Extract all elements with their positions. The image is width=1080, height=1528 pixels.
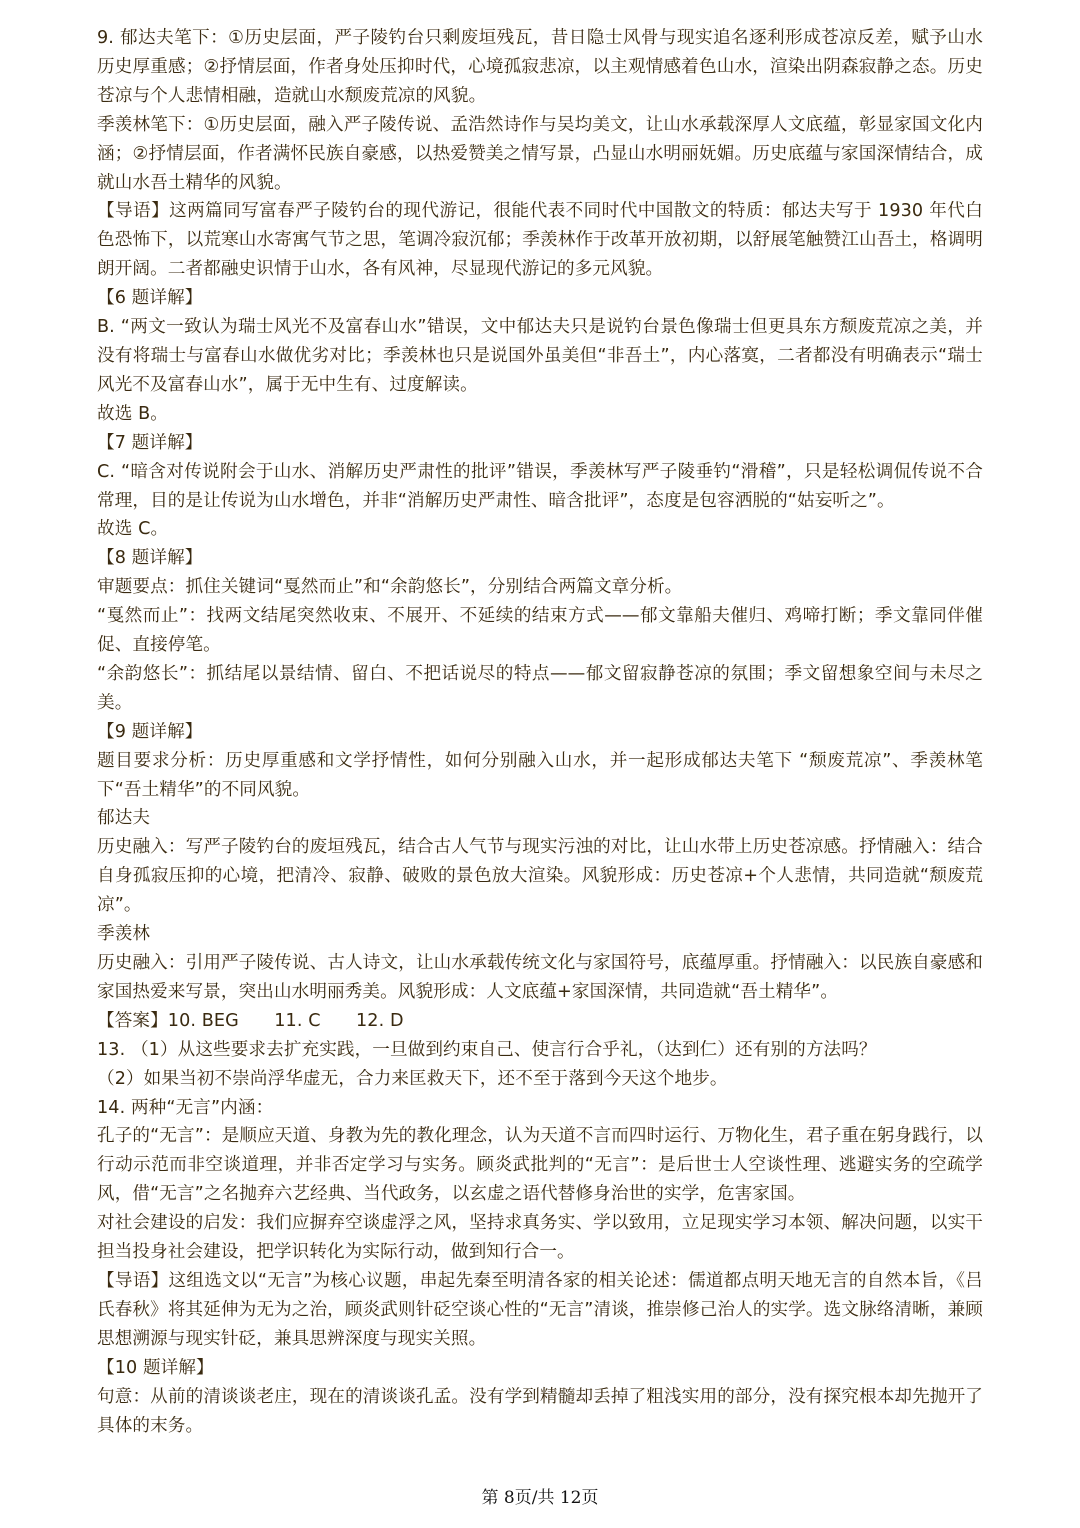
paragraph: 句意：从前的清谈谈老庄，现在的清谈谈孔孟。没有学到精髓却丢掉了粗浅实用的部分，没有探究根本却先抛开了具体的末务。 — [97, 1386, 983, 1436]
paragraph: C. “暗含对传说附会于山水、消解历史严肃性的批评”错误，季羡林写严子陵垂钓“滑稽”，只是轻松调侃传说不合常理，目的是让传说为山水增色，并非“消解历史严肃性、暗含批评”，态度是包容洒脱的“姑妄听之”。 — [97, 461, 983, 511]
paragraph: 审题要点：抓住关键词“戛然而止”和“余韵悠长”，分别结合两篇文章分析。 — [97, 577, 683, 598]
paragraph: 对社会建设的启发：我们应摒弃空谈虚浮之风，坚持求真务实、学以致用，立足现实学习本领、解决问题，以实干担当投身社会建设，把学识转化为实际行动，做到知行合一。 — [97, 1213, 983, 1263]
page-number-footer: 第 8页/共 12页 — [481, 1488, 599, 1508]
paragraph: 14. 两种“无言”内涵： — [97, 1097, 274, 1118]
answer-line: 【答案】10. BEG 11. C 12. D — [97, 1010, 404, 1031]
paragraph: 13. （1）从这些要求去扩充实践，一旦做到约束自己、使言行合乎礼，（达到仁）还有别的方法吗？ — [97, 1039, 877, 1060]
paragraph: 季羡林笔下：①历史层面，融入严子陵传说、孟浩然诗作与吴均美文，让山水承载深厚人文底蕴，彰显家国文化内涵；②抒情层面，作者满怀民族自豪感，以热爱赞美之情写景，凸显山水明丽妩媚。历史底蕴与家国深情结合，成就山水吾土精华的风貌。 — [97, 114, 983, 193]
paragraph: 【导语】这两篇同写富春严子陵钓台的现代游记，很能代表不同时代中国散文的特质：郁达夫写于 1930 年代白色恐怖下，以荒寒山水寄寓气节之思，笔调冷寂沉郁；季羡林作于改革开放初期，以舒展笔触赞江山吾土，格调明朗开阔。二者都融史识情于山水，各有风神，尽显现代游记的多元风貌。 — [97, 201, 983, 280]
paragraph: 故选 B。 — [97, 403, 168, 424]
paragraph: 历史融入：引用严子陵传说、古人诗文，让山水承载传统文化与家国符号，底蕴厚重。抒情融入：以民族自豪感和家国热爱来写景，突出山水明丽秀美。风貌形成：人文底蕴+家国深情，共同造就“吾土精华”。 — [97, 953, 983, 1002]
section-heading: 【9 题详解】 — [97, 721, 203, 742]
paragraph: “余韵悠长”：抓结尾以景结情、留白、不把话说尽的特点——郁文留寂静苍凉的氛围；季文留想象空间与未尽之美。 — [97, 663, 983, 713]
paragraph: 9. 郁达夫笔下：①历史层面，严子陵钓台只剩废垣残瓦，昔日隐士风骨与现实追名逐利形成苍凉反差，赋予山水历史厚重感；②抒情层面，作者身处压抑时代，心境孤寂悲凉，以主观情感着色山水，渲染出阴森寂静之态。历史苍凉与个人悲情相融，造就山水颓废荒凉的风貌。 — [97, 28, 983, 106]
paragraph: 题目要求分析：历史厚重感和文学抒情性，如何分别融入山水，并一起形成郁达夫笔下 “颓废荒凉”、季羡林笔下“吾土精华”的不同风貌。 — [97, 750, 983, 800]
section-heading: 【8 题详解】 — [97, 548, 203, 569]
section-heading: 【7 题详解】 — [97, 432, 203, 453]
paragraph: B. “两文一致认为瑞士风光不及富春山水”错误，文中郁达夫只是说钓台景色像瑞士但更具东方颓废荒凉之美，并没有将瑞士与富春山水做优劣对比；季羡林也只是说国外虽美但“非吾土”，内心落寞，二者都没有明确表示“瑞士风光不及富春山水”，属于无中生有、过度解读。 — [97, 317, 983, 395]
subheading: 季羡林 — [97, 924, 151, 945]
paragraph: 【导语】这组选文以“无言”为核心议题，串起先秦至明清各家的相关论述：儒道都点明天地无言的自然本旨，《吕氏春秋》将其延伸为无为之治，顾炎武则针砭空谈心性的“无言”清谈，推崇修己治人的实学。选文脉络清晰，兼顾思想溯源与现实针砭，兼具思辨深度与现实关照。 — [97, 1270, 983, 1349]
paragraph: 故选 C。 — [97, 519, 169, 540]
section-heading: 【10 题详解】 — [97, 1357, 214, 1378]
paragraph: “戛然而止”：找两文结尾突然收束、不展开、不延续的结束方式——郁文靠船夫催归、鸡啼打断；季文靠同伴催促、直接停笔。 — [97, 606, 983, 656]
section-heading: 【6 题详解】 — [97, 288, 203, 309]
paragraph: （2）如果当初不崇尚浮华虚无，合力来匡救天下，还不至于落到今天这个地步。 — [97, 1068, 728, 1089]
subheading: 郁达夫 — [97, 808, 151, 829]
paragraph: 孔子的“无言”：是顺应天道、身教为先的教化理念，认为天道不言而四时运行、万物化生，君子重在躬身践行，以行动示范而非空谈道理，并非否定学习与实务。顾炎武批判的“无言”：是后世士人空谈性理、逃避实务的空疏学风，借“无言”之名抛弃六艺经典、当代政务，以玄虚之语代替修身治世的实学，危害家国。 — [97, 1126, 983, 1205]
document-body — [97, 24, 983, 1440]
paragraph: 历史融入：写严子陵钓台的废垣残瓦，结合古人气节与现实污浊的对比，让山水带上历史苍凉感。抒情融入：结合自身孤寂压抑的心境，把清冷、寂静、破败的景色放大渲染。风貌形成：历史苍凉+个人悲情，共同造就“颓废荒凉”。 — [97, 837, 983, 916]
